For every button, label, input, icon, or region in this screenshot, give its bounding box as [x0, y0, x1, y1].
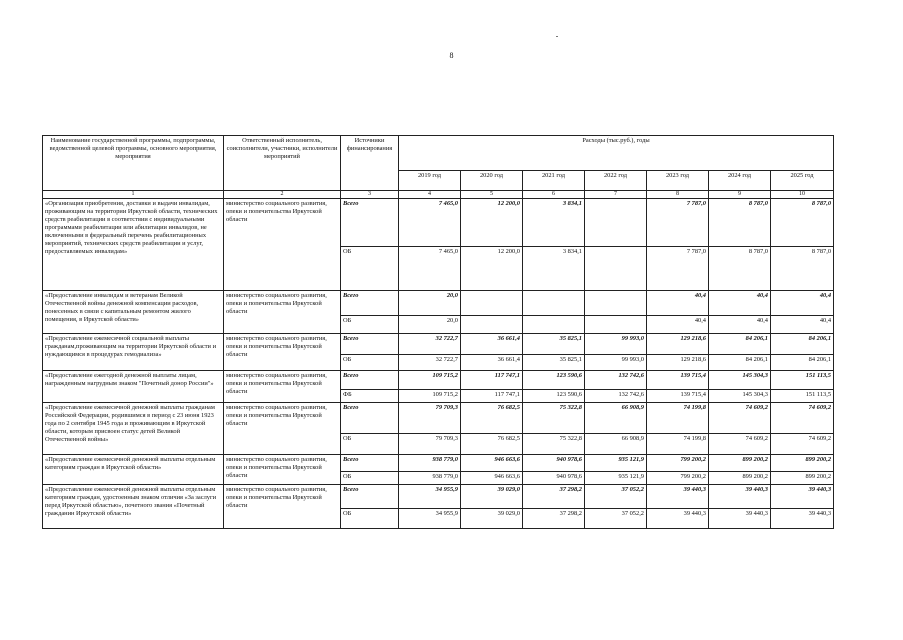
total-value: 938 779,0	[399, 455, 461, 472]
total-value: 39 440,3	[771, 485, 834, 509]
source-value: 7 465,0	[399, 247, 461, 291]
source-value: 20,0	[399, 316, 461, 334]
header-year: 2022 год	[585, 171, 647, 191]
source-label: ОБ	[341, 247, 399, 291]
column-number: 2	[224, 191, 341, 199]
total-value: 74 199,8	[647, 403, 709, 434]
total-value: 123 590,6	[523, 371, 585, 390]
table-row	[43, 371, 834, 390]
header-year: 2023 год	[647, 171, 709, 191]
source-value: 139 715,4	[647, 390, 709, 403]
total-value: 32 722,7	[399, 334, 461, 355]
source-value: 32 722,7	[399, 355, 461, 371]
column-number: 10	[771, 191, 834, 199]
scan-speck	[556, 36, 558, 37]
source-value: 129 218,6	[647, 355, 709, 371]
total-value: 8 787,0	[771, 199, 834, 247]
total-value: 37 298,2	[523, 485, 585, 509]
total-value: 39 029,0	[461, 485, 523, 509]
total-value	[523, 291, 585, 316]
source-value: 8 787,0	[709, 247, 771, 291]
total-value: 132 742,6	[585, 371, 647, 390]
source-label: ОБ	[341, 355, 399, 371]
total-value: 40,4	[709, 291, 771, 316]
source-value: 39 440,3	[647, 509, 709, 529]
total-value: 74 609,2	[771, 403, 834, 434]
total-value: 7 787,0	[647, 199, 709, 247]
header-year: 2021 год	[523, 171, 585, 191]
program-name: «Предоставление ежемесячной денежной выплаты гражданам Российской Федерации, родившимся в период с 23 июня 1923 года по 2 сентября 1945 года и проживающим в Иркутской области, которым присвоен статус детей Великой Отечественной войны»	[43, 403, 224, 455]
total-value: 84 206,1	[709, 334, 771, 355]
source-value: 940 978,6	[523, 472, 585, 485]
total-value: 84 206,1	[771, 334, 834, 355]
page-number: 8	[449, 51, 454, 60]
table-body	[43, 199, 834, 529]
table-row	[43, 291, 834, 316]
total-value: 79 709,3	[399, 403, 461, 434]
executor-name: министерство социального развития, опеки и попечительства Иркутской области	[224, 403, 341, 455]
header-source: Источники финансирования	[341, 136, 399, 191]
total-value: 75 322,8	[523, 403, 585, 434]
source-total-label: Всего	[341, 485, 399, 509]
source-total-label: Всего	[341, 371, 399, 390]
header-expenses: Расходы (тыс.руб.), годы	[399, 136, 834, 171]
total-value: 3 834,1	[523, 199, 585, 247]
header-year: 2025 год	[771, 171, 834, 191]
total-value: 39 440,3	[709, 485, 771, 509]
executor-name: министерство социального развития, опеки и попечительства Иркутской области	[224, 199, 341, 291]
executor-name: министерство социального развития, опеки и попечительства Иркутской области	[224, 485, 341, 529]
source-value: 151 113,5	[771, 390, 834, 403]
program-name: «Предоставление ежемесячной денежной выплаты отдельным категориям граждан в Иркутской области»	[43, 455, 224, 485]
source-total-label: Всего	[341, 291, 399, 316]
header-year: 2019 год	[399, 171, 461, 191]
source-value: 899 200,2	[709, 472, 771, 485]
source-value	[585, 247, 647, 291]
executor-name: министерство социального развития, опеки и попечительства Иркутской области	[224, 371, 341, 403]
source-value: 109 715,2	[399, 390, 461, 403]
total-value: 99 993,0	[585, 334, 647, 355]
source-value: 39 029,0	[461, 509, 523, 529]
total-value: 799 200,2	[647, 455, 709, 472]
source-value: 40,4	[709, 316, 771, 334]
total-value: 109 715,2	[399, 371, 461, 390]
program-name: «Организация приобретения, доставки и выдачи инвалидам, проживающим на территории Иркутской области, технических средств реабилитации в соответствии с индивидуальными программами реабилитации или абилитации инвалидов, не включенными в федеральный перечень реабилитационных мероприятий, технических средств реабилитации и услуг, предоставляемых инвалидам»	[43, 199, 224, 291]
total-value: 151 113,5	[771, 371, 834, 390]
total-value: 37 052,2	[585, 485, 647, 509]
total-value: 12 200,0	[461, 199, 523, 247]
program-name: «Предоставление ежемесячной денежной выплаты отдельным категориям граждан, удостоенным знаком отличия «За заслуги перед Иркутской областью», почетного звания «Почетный гражданин Иркутской области»	[43, 485, 224, 529]
source-label: ОБ	[341, 472, 399, 485]
source-value: 74 609,2	[709, 434, 771, 455]
source-value: 35 825,1	[523, 355, 585, 371]
total-value: 899 200,2	[771, 455, 834, 472]
source-value: 117 747,1	[461, 390, 523, 403]
source-value: 946 663,6	[461, 472, 523, 485]
source-value: 40,4	[647, 316, 709, 334]
column-number: 4	[399, 191, 461, 199]
total-value: 34 955,9	[399, 485, 461, 509]
source-value: 145 304,3	[709, 390, 771, 403]
table-row	[43, 199, 834, 247]
table-row	[43, 334, 834, 355]
executor-name: министерство социального развития, опеки и попечительства Иркутской области	[224, 291, 341, 334]
column-number: 9	[709, 191, 771, 199]
source-value: 74 609,2	[771, 434, 834, 455]
total-value	[585, 199, 647, 247]
source-value: 132 742,6	[585, 390, 647, 403]
column-number: 5	[461, 191, 523, 199]
expenses-table	[42, 135, 834, 529]
total-value: 117 747,1	[461, 371, 523, 390]
source-value: 8 787,0	[771, 247, 834, 291]
total-value: 8 787,0	[709, 199, 771, 247]
source-value: 74 199,8	[647, 434, 709, 455]
source-value: 37 298,2	[523, 509, 585, 529]
header-program: Наименование государственной программы, подпрограммы, ведомственной целевой программы, основного мероприятия, мероприятия	[43, 136, 224, 191]
source-total-label: Всего	[341, 334, 399, 355]
source-value: 84 206,1	[709, 355, 771, 371]
table-row	[43, 485, 834, 509]
source-value: 899 200,2	[771, 472, 834, 485]
source-value: 799 200,2	[647, 472, 709, 485]
total-value: 76 682,5	[461, 403, 523, 434]
source-total-label: Всего	[341, 403, 399, 434]
total-value: 74 609,2	[709, 403, 771, 434]
column-number: 3	[341, 191, 399, 199]
column-number: 1	[43, 191, 224, 199]
source-value: 39 440,3	[771, 509, 834, 529]
source-value: 7 787,0	[647, 247, 709, 291]
source-value: 66 908,9	[585, 434, 647, 455]
source-label: ОБ	[341, 316, 399, 334]
source-value	[585, 316, 647, 334]
source-value: 123 590,6	[523, 390, 585, 403]
table-row	[43, 403, 834, 434]
header-year: 2020 год	[461, 171, 523, 191]
source-value: 36 661,4	[461, 355, 523, 371]
source-value: 938 779,0	[399, 472, 461, 485]
source-value: 84 206,1	[771, 355, 834, 371]
source-value: 39 440,3	[709, 509, 771, 529]
column-number: 8	[647, 191, 709, 199]
header-year: 2024 год	[709, 171, 771, 191]
source-value: 40,4	[771, 316, 834, 334]
total-value: 899 200,2	[709, 455, 771, 472]
total-value: 145 304,3	[709, 371, 771, 390]
source-value: 76 682,5	[461, 434, 523, 455]
total-value: 129 218,6	[647, 334, 709, 355]
source-total-label: Всего	[341, 199, 399, 247]
total-value	[461, 291, 523, 316]
executor-name: министерство социального развития, опеки и попечительства Иркутской области	[224, 334, 341, 371]
source-label: ОБ	[341, 509, 399, 529]
total-value: 40,4	[771, 291, 834, 316]
source-value: 935 121,9	[585, 472, 647, 485]
source-total-label: Всего	[341, 455, 399, 472]
source-value: 34 955,9	[399, 509, 461, 529]
source-value	[523, 316, 585, 334]
source-label: ОБ	[341, 434, 399, 455]
program-name: «Предоставление инвалидам и ветеранам Великой Отечественной войны денежной компенсации расходов, понесенных в связи с капитальным ремонтом жилого помещения, в Иркутской области»	[43, 291, 224, 334]
source-value: 75 322,8	[523, 434, 585, 455]
source-value: 12 200,0	[461, 247, 523, 291]
program-name: «Предоставление ежемесячной социальной выплаты гражданам,проживающим на территории Иркутской области и нуждающимся в процедурах гемодиализа»	[43, 334, 224, 371]
total-value: 20,0	[399, 291, 461, 316]
total-value: 66 908,9	[585, 403, 647, 434]
source-value	[461, 316, 523, 334]
source-value: 3 834,1	[523, 247, 585, 291]
program-name: «Предоставление ежегодной денежной выплаты лицам, награжденным нагрудным знаком "Почетный донор России"»	[43, 371, 224, 403]
executor-name: министерство социального развития, опеки и попечительства Иркутской области	[224, 455, 341, 485]
source-value: 99 993,0	[585, 355, 647, 371]
total-value: 940 978,6	[523, 455, 585, 472]
total-value: 139 715,4	[647, 371, 709, 390]
total-value	[585, 291, 647, 316]
column-number: 6	[523, 191, 585, 199]
header-executor: Ответственный исполнитель, соисполнители, участники, исполнители мероприятий	[224, 136, 341, 191]
total-value: 946 663,6	[461, 455, 523, 472]
total-value: 39 440,3	[647, 485, 709, 509]
source-value: 37 052,2	[585, 509, 647, 529]
total-value: 35 825,1	[523, 334, 585, 355]
source-value: 79 709,3	[399, 434, 461, 455]
total-value: 40,4	[647, 291, 709, 316]
source-label: ФБ	[341, 390, 399, 403]
total-value: 7 465,0	[399, 199, 461, 247]
column-number: 7	[585, 191, 647, 199]
table-row	[43, 455, 834, 472]
total-value: 36 661,4	[461, 334, 523, 355]
total-value: 935 121,9	[585, 455, 647, 472]
